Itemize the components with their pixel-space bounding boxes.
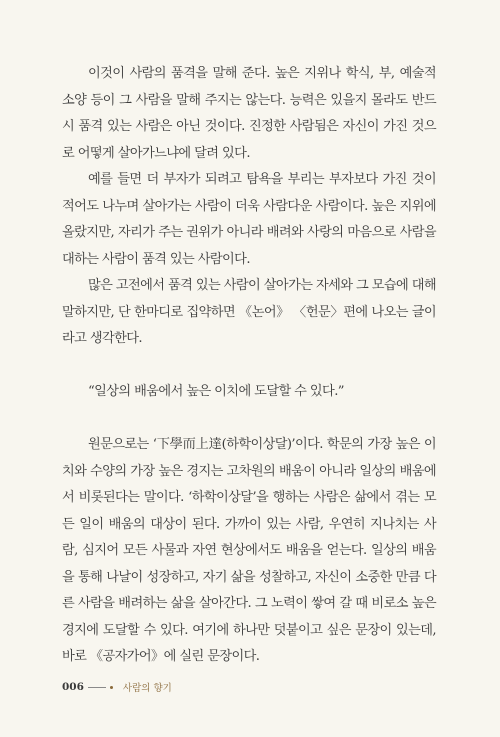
paragraph-2: 예를 들면 더 부자가 되려고 탐욕을 부리는 부자보다 가진 것이 적어도 나누며 살아가는 사람이 더욱 사람다운 사람이다. 높은 지위에 올랐지만, 자리가 주는 권위가 아니라 배려와 사랑의 마음으로 사람을 대하는 사람이 품격 있는 사람이다. [62, 172, 436, 267]
paragraph-3: 많은 고전에서 품격 있는 사람이 살아가는 자세와 그 모습에 대해 말하지만, 단 한마디로 집약하면 《논어》 〈헌문〉편에 나오는 글이라고 생각한다. [62, 278, 436, 346]
book-title: 사람의 향기 [122, 683, 172, 694]
page-number: 006 [62, 681, 84, 693]
paragraph-4: 원문으로는 ‘下學而上達(하학이상달)’이다. 학문의 가장 높은 이치와 수양의 가장 높은 경지는 고차원의 배움이 아니라 일상의 배움에서 비롯된다는 말이다. ‘하학이상달’을 행하는 사람은 삶에서 겪는 모든 일이 배움의 대상이 된다. 가까이 있는 사람, 우연히 지나치는 사람, 심지어 모든 사물과 자연 현상에서도 배움을 얻는다. 일상의 배움을 통해 나날이 성장하고, 자기 삶을 성찰하고, 자신이 소중한 만큼 다른 사람을 배려하는 삶을 살아간다. 그 노력이 쌓여 갈 때 비로소 높은 경지에 도달할 수 있다. 여기에 하나만 덧붙이고 싶은 문장이 있는데, 바로 《공자가어》에 실린 문장이다. [62, 437, 436, 664]
paragraph-1: 이것이 사람의 품격을 말해 준다. 높은 지위나 학식, 부, 예술적 소양 등이 그 사람을 말해 주지는 않는다. 능력은 있을지 몰라도 반드시 품격 있는 사람은 아닌 것이다. 진정한 사람됨은 자신이 가진 것으로 어떻게 살아가느냐에 달려 있다. [62, 66, 436, 161]
footer-dot-icon [110, 686, 113, 689]
footer-rule [88, 687, 106, 688]
page-footer [62, 680, 172, 694]
quote: “일상의 배움에서 높은 이치에 도달할 수 있다.” [88, 384, 344, 399]
body-text [62, 61, 436, 671]
